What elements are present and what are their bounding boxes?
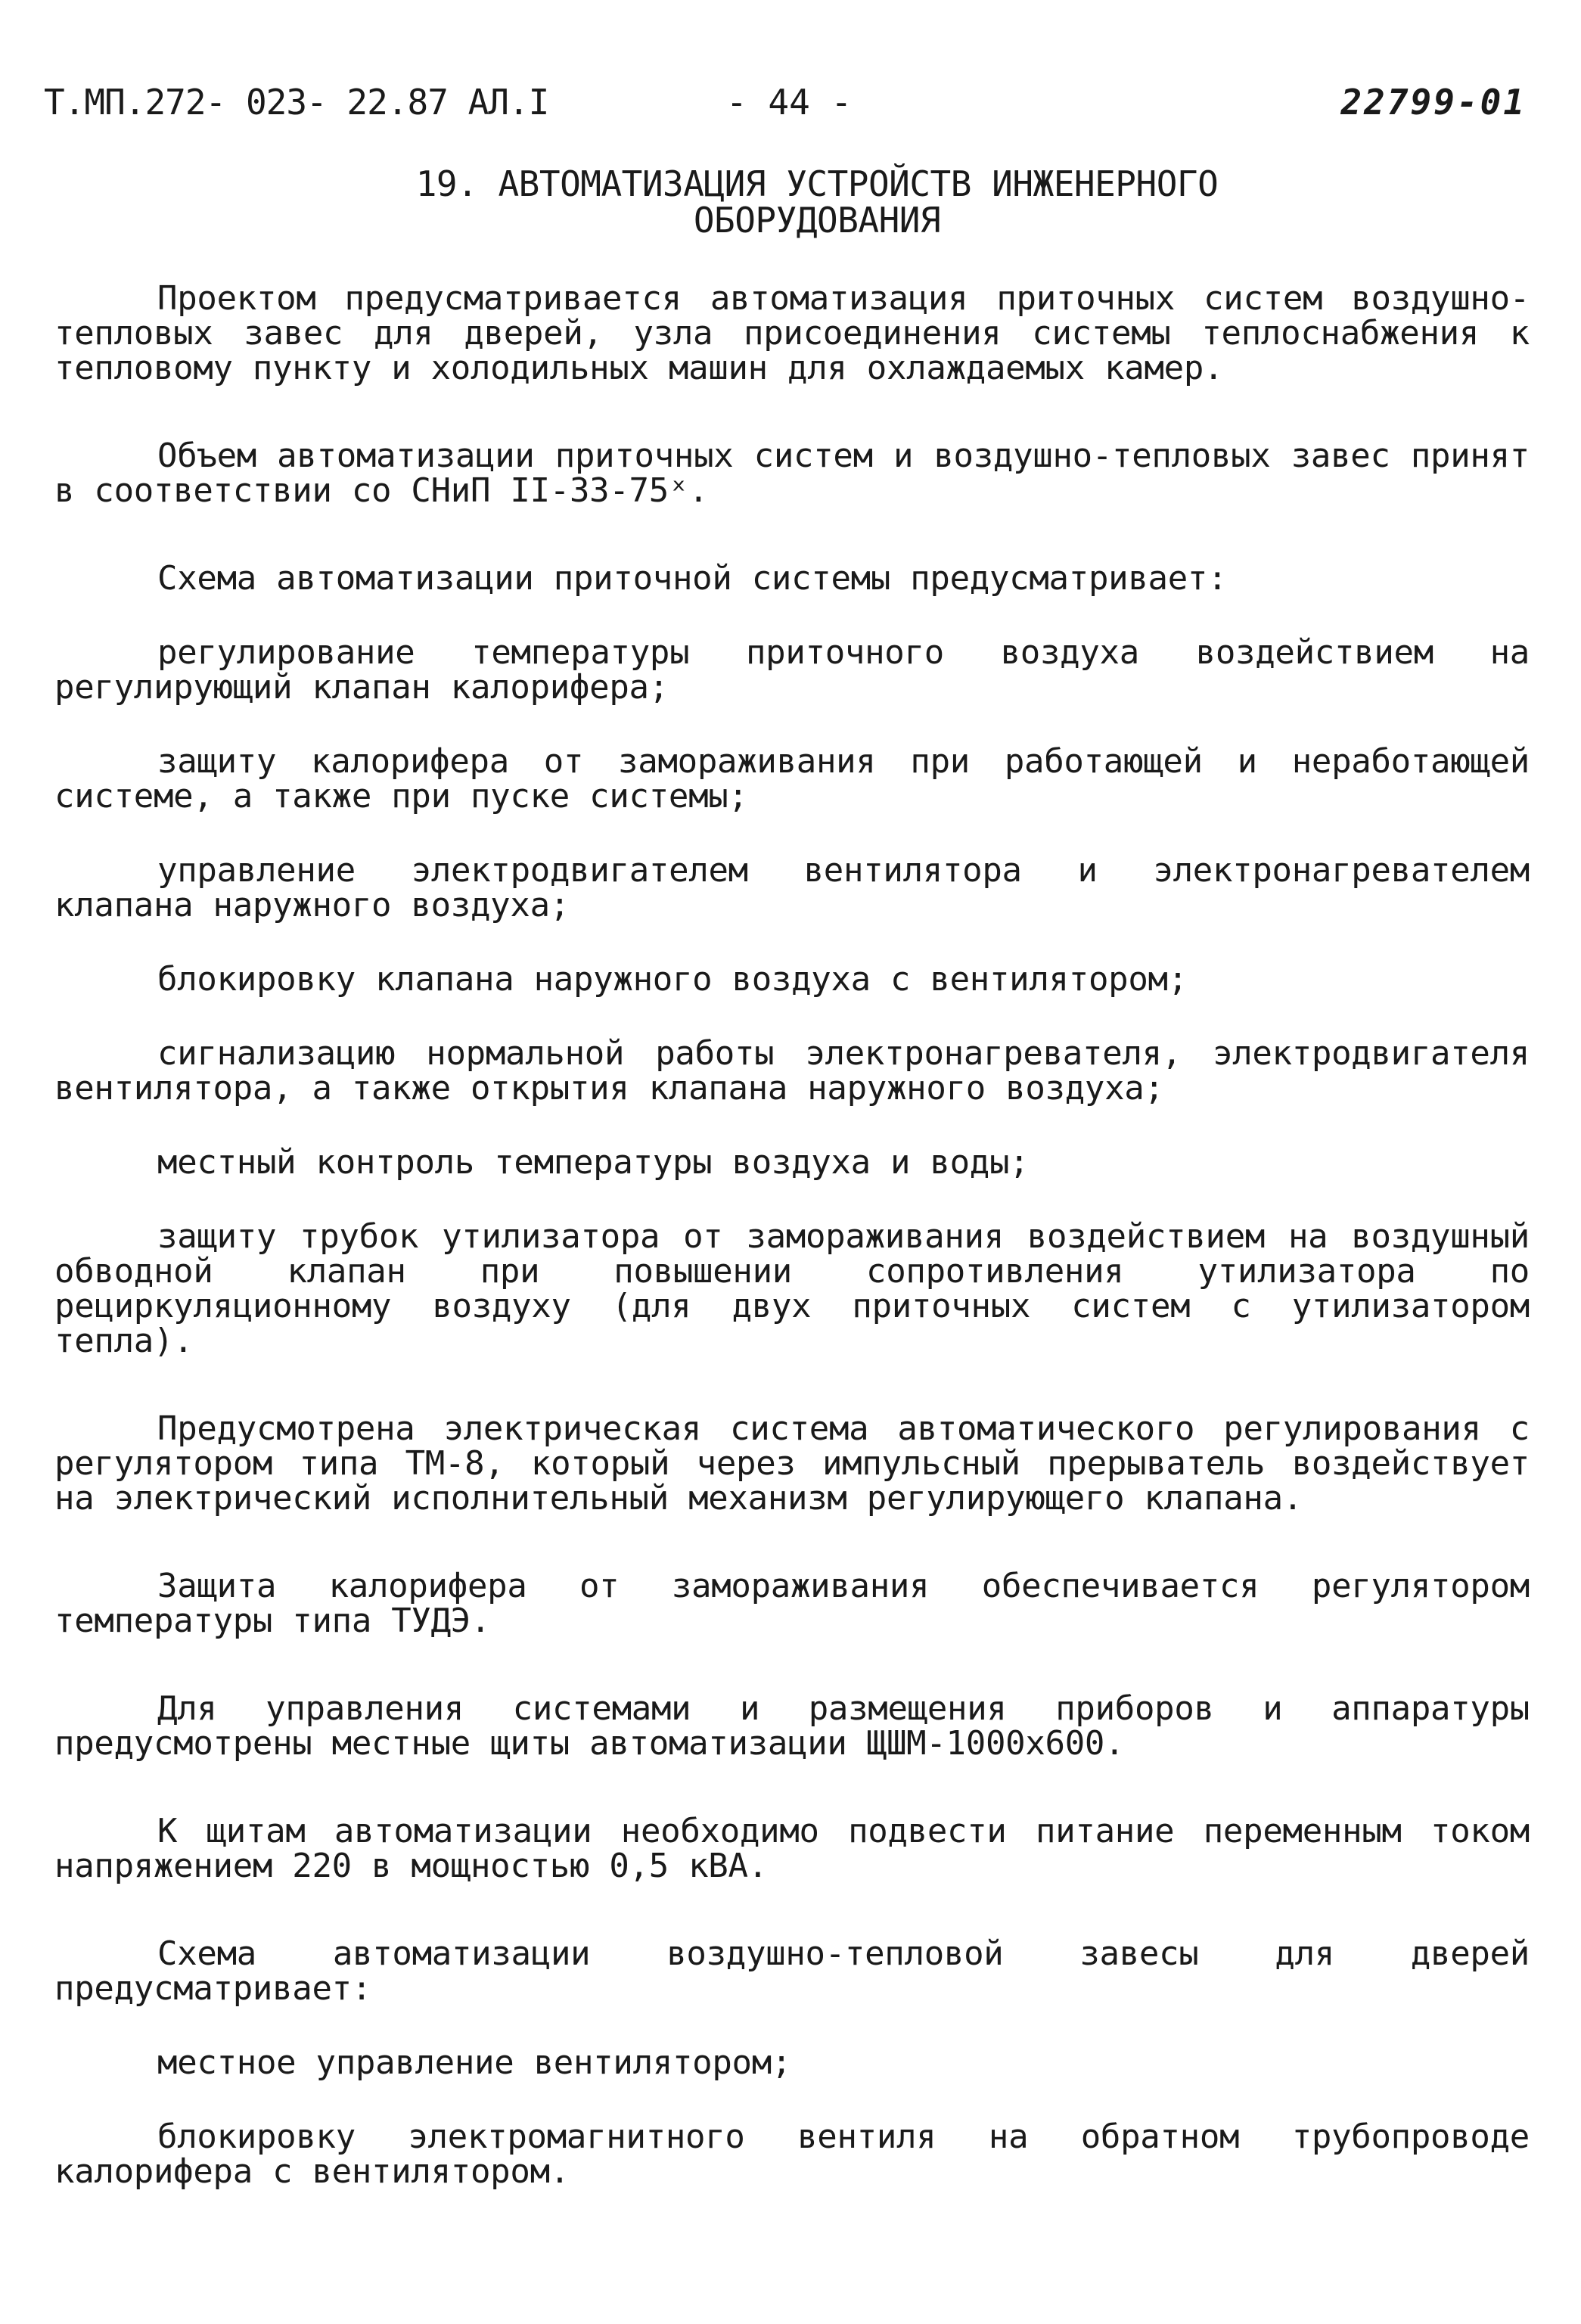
list-item: блокировку электромагнитного вентиля на обратном трубопроводе калорифера с вентилятором. — [54, 2117, 1530, 2191]
paragraph: Схема автоматизации воздушно-тепловой завесы для дверей предусматривает: — [54, 1934, 1530, 2008]
list-item: управление электродвигателем вентилятора и электронагревателем клапана наружного воздуха; — [54, 851, 1530, 924]
sheet-code: 22799-01 — [1340, 82, 1527, 123]
page-number: - 44 - — [726, 82, 853, 123]
paragraph: К щитам автоматизации необходимо подвести питание переменным током напряжением 220 в мощностью 0,5 кВА. — [54, 1812, 1530, 1885]
list-item: блокировку клапана наружного воздуха с вентилятором; — [157, 960, 1188, 999]
paragraph: Схема автоматизации приточной системы предусматривает: — [157, 559, 1228, 598]
list-item: защиту калорифера от замораживания при работающей и неработающей системе, а также при пуске системы; — [54, 742, 1530, 816]
section-title: 19. АВТОМАТИЗАЦИЯ УСТРОЙСТВ ИНЖЕНЕРНОГО — [415, 163, 1219, 204]
document-body — [54, 281, 1530, 2229]
list-item: защиту трубок утилизатора от замораживания воздействием на воздушный обводной клапан при повышении сопротивления утилизатора по рециркуляционному воздуху (для двух приточных систем с утилизатором тепла). — [54, 1217, 1530, 1360]
paragraph: Предусмотрена электрическая система автоматического регулирования с регулятором типа ТМ-8, который через импульсный прерыватель воздействует на электрический исполнительный механизм регулирующего клапана. — [54, 1409, 1530, 1518]
paragraph: Защита калорифера от замораживания обеспечивается регулятором температуры типа ТУДЭ. — [54, 1567, 1530, 1640]
list-item: местное управление вентилятором; — [157, 2043, 792, 2082]
list-item: регулирование температуры приточного воздуха воздействием на регулирующий клапан калорифера; — [54, 633, 1530, 707]
list-item: сигнализацию нормальной работы электронагревателя, электродвигателя вентилятора, а также открытия клапана наружного воздуха; — [54, 1034, 1530, 1108]
paragraph: Для управления системами и размещения приборов и аппаратуры предусмотрены местные щиты автоматизации ЩШМ-1000х600. — [54, 1689, 1530, 1763]
section-title-continuation: ОБОРУДОВАНИЯ — [693, 200, 941, 241]
paragraph: Объем автоматизации приточных систем и воздушно-тепловых завес принят в соответствии со СНиП II-33-75ˣ. — [54, 437, 1530, 510]
document-code: Т.МП.272- 023- 22.87 АЛ.I — [44, 82, 549, 123]
paragraph: Проектом предусматривается автоматизация приточных систем воздушно-тепловых завес для дверей, узла присоединения системы теплоснабжения к тепловому пункту и холодильных машин для охлаждаемых камер. — [54, 279, 1530, 387]
list-item: местный контроль температуры воздуха и воды; — [157, 1143, 1030, 1182]
